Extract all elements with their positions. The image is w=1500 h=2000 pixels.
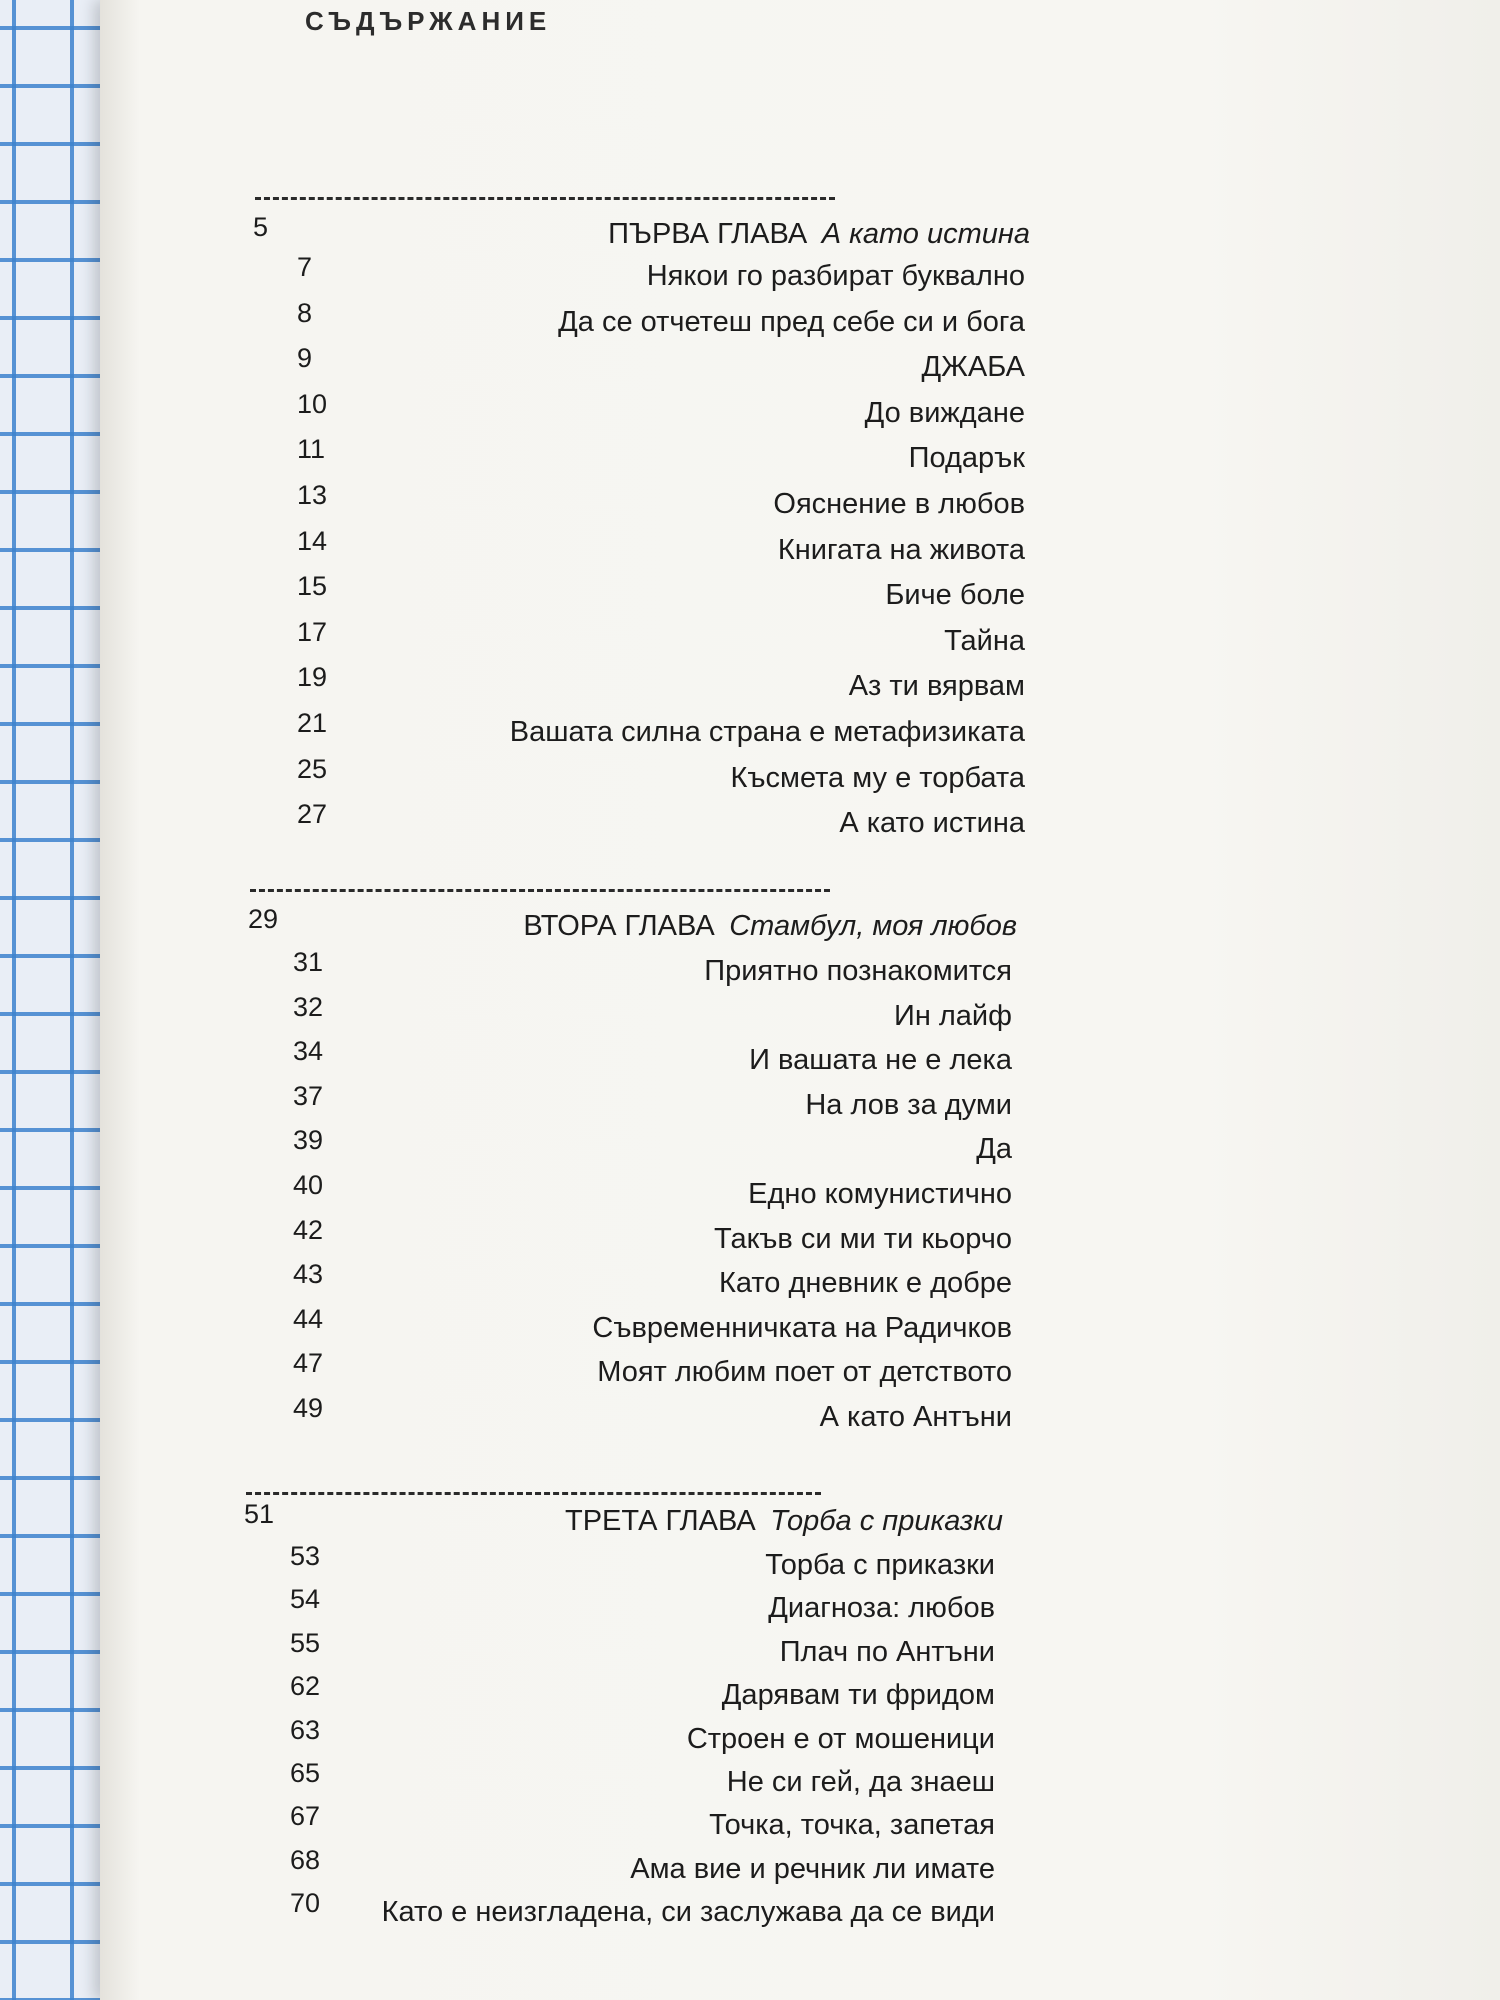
entry-page-number: 62	[290, 1671, 321, 1702]
entry-title: Моят любим поет от детството	[597, 1356, 1012, 1389]
entry-title: Да се отчетеш пред себе си и бога	[558, 305, 1025, 338]
entry-page-number: 68	[290, 1844, 321, 1875]
entry-title: Не си гей, да знаеш	[726, 1766, 995, 1798]
entry-title: Точка, точка, запетая	[709, 1809, 995, 1842]
entry-title: Тайна	[944, 624, 1025, 657]
chapter-divider	[246, 1492, 821, 1495]
chapter-title	[565, 1505, 1003, 1538]
entry-title: И вашата не е лека	[749, 1044, 1012, 1077]
entry-page-number: 14	[297, 525, 328, 556]
entry-page-number: 65	[290, 1758, 321, 1788]
entry-page-number: 43	[293, 1259, 324, 1290]
entry-title: А като Антъни	[819, 1401, 1012, 1433]
chapter-label: ПЪРВА ГЛАВА	[608, 218, 808, 250]
entry-title: Торба с приказки	[765, 1549, 995, 1581]
chapter-title	[523, 910, 1017, 943]
chapter-divider	[255, 197, 835, 200]
entry-page-number: 10	[297, 388, 328, 419]
entry-page-number: 42	[293, 1214, 324, 1245]
entry-page-number: 39	[293, 1125, 324, 1156]
chapter-page-number: 29	[248, 904, 279, 934]
entry-title: Като е неизгладена, си заслужава да се види	[381, 1896, 995, 1929]
entry-page-number: 25	[297, 753, 328, 784]
entry-page-number: 34	[293, 1036, 324, 1067]
chapter-label: ВТОРА ГЛАВА	[523, 910, 715, 942]
entry-title: Аз ти вярвам	[848, 670, 1025, 703]
entry-page-number: 37	[293, 1080, 324, 1111]
entry-page-number: 15	[297, 571, 328, 602]
entry-title: Някои го разбират буквално	[646, 260, 1025, 292]
entry-title: Плач по Антъни	[779, 1635, 995, 1668]
entry-page-number: 67	[290, 1801, 321, 1832]
entry-title: Строен е от мошеници	[686, 1722, 995, 1755]
entry-page-number: 9	[297, 343, 313, 374]
entry-title: Дарявам ти фридом	[721, 1679, 995, 1712]
entry-page-number: 53	[290, 1541, 321, 1571]
chapter-title	[608, 218, 1030, 251]
entry-page-number: 31	[293, 947, 324, 977]
entry-page-number: 63	[290, 1714, 321, 1745]
entry-title: Подарък	[908, 442, 1025, 475]
entry-page-number: 7	[297, 252, 313, 282]
entry-page-number: 54	[290, 1584, 321, 1615]
entry-title: ДЖАБА	[921, 351, 1025, 384]
chapter-page-number: 5	[253, 212, 269, 242]
entry-title: Приятно познакомится	[704, 955, 1012, 987]
entry-page-number: 49	[293, 1393, 324, 1423]
entry-title: Късмета му е торбата	[730, 761, 1025, 794]
entry-title: Ин лайф	[893, 999, 1012, 1032]
entry-page-number: 44	[293, 1303, 324, 1334]
entry-page-number: 70	[290, 1888, 321, 1919]
chapter-subtitle: Торба с приказки	[770, 1505, 1003, 1537]
entry-title: До виждане	[864, 396, 1025, 429]
chapter-subtitle: Стамбул, моя любов	[729, 910, 1017, 942]
entry-title: Вашата силна страна е метафизиката	[509, 716, 1025, 748]
entry-page-number: 55	[290, 1627, 321, 1658]
entry-page-number: 27	[297, 799, 328, 830]
entry-title: На лов за думи	[805, 1088, 1012, 1121]
entry-page-number: 32	[293, 991, 324, 1022]
page-title: СЪДЪРЖАНИЕ	[305, 6, 552, 36]
entry-title: Ама вие и речник ли имате	[630, 1852, 995, 1885]
entry-title: А като истина	[839, 807, 1025, 840]
entry-page-number: 19	[297, 662, 328, 693]
entry-page-number: 17	[297, 616, 328, 647]
entry-page-number: 8	[297, 297, 313, 328]
entry-page-number: 47	[293, 1348, 324, 1379]
entry-title: Съвременничката на Радичков	[592, 1311, 1012, 1344]
entry-title: Да	[976, 1133, 1012, 1166]
entry-title: Като дневник е добре	[718, 1267, 1012, 1300]
chapter-page-number: 51	[244, 1499, 275, 1529]
entry-page-number: 21	[297, 708, 328, 738]
entry-title: Диагноза: любов	[768, 1592, 995, 1625]
entry-title: Ояснение в любов	[773, 488, 1025, 520]
chapter-label: ТРЕТА ГЛАВА	[565, 1505, 756, 1537]
entry-page-number: 11	[297, 434, 326, 465]
chapter-divider	[250, 889, 830, 892]
entry-page-number: 13	[297, 480, 328, 510]
entry-title: Едно комунистично	[748, 1178, 1012, 1210]
entry-title: Такъв си ми ти кьорчо	[714, 1222, 1012, 1255]
entry-title: Книгата на живота	[777, 533, 1025, 566]
entry-page-number: 40	[293, 1170, 324, 1200]
entry-title: Биче боле	[885, 579, 1025, 612]
chapter-subtitle: А като истина	[821, 218, 1030, 250]
